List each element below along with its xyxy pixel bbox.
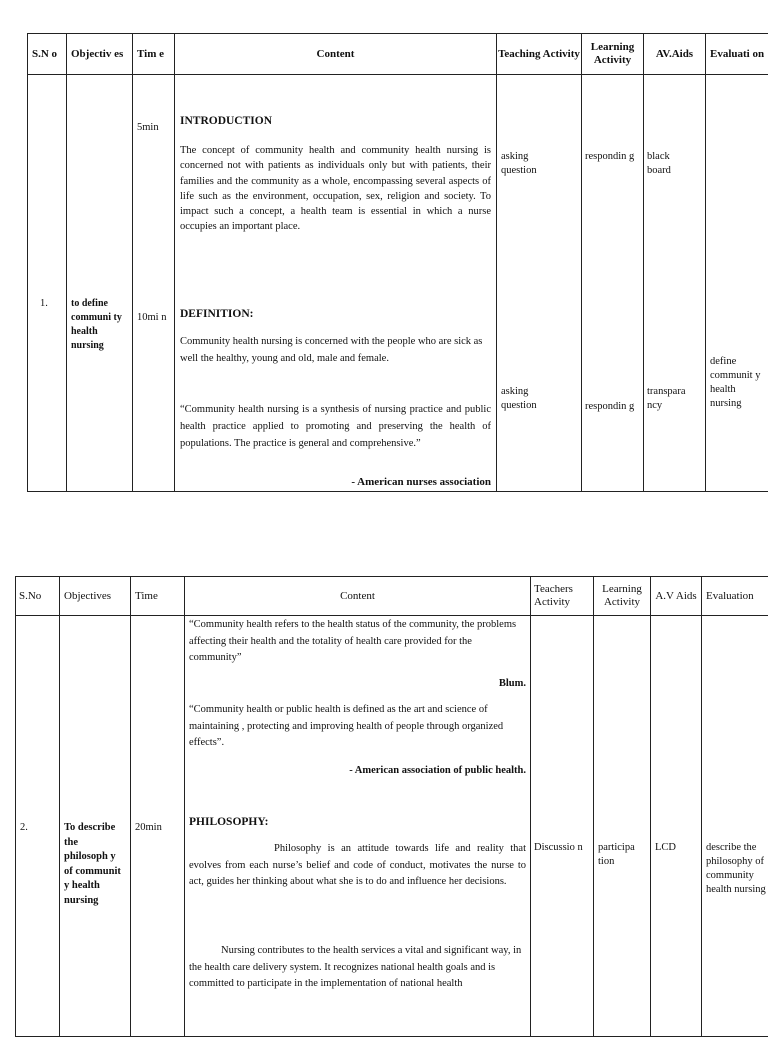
cell-teaching-activity <box>497 75 582 492</box>
lesson-plan-table-1 <box>27 33 768 492</box>
cell-sno <box>28 75 67 492</box>
table-header-row <box>28 34 768 75</box>
header-sno: S.No <box>16 577 60 616</box>
table-header-row <box>16 577 768 616</box>
cell-sno <box>16 616 60 1037</box>
evaluation-text: describe the philosophy of community health nursing <box>706 841 768 897</box>
header-teachers-activity: Teachers Activity <box>531 577 594 616</box>
lesson-plan-table-2 <box>15 576 768 1037</box>
header-av-aids: A.V Aids <box>651 577 702 616</box>
cell-evaluation <box>702 616 768 1037</box>
cell-objective <box>67 75 133 492</box>
nursing-contribution-text: Nursing contributes to the health services a vital and significant way, in the health care delivery system. It recognizes national health goals and is committed to participate in the implementation of national health <box>189 943 526 993</box>
community-health-quote: “Community health refers to the health status of the community, the problems affecting their health and the totality of health care provided for the community” <box>189 617 525 667</box>
header-evaluation: Evaluati on <box>706 34 768 75</box>
cell-evaluation <box>706 75 768 492</box>
header-av-aids: AV.Aids <box>644 34 706 75</box>
av-aids-text: LCD <box>655 841 699 855</box>
row-number: 1. <box>40 297 48 311</box>
table-row <box>28 75 768 492</box>
teachers-activity-text: Discussio n <box>534 841 589 855</box>
learning-activity-1: respondin g <box>585 150 641 164</box>
learning-activity-2: respondin g <box>585 400 641 414</box>
av-aid-2: transpara ncy <box>647 385 703 413</box>
time-definition: 10mi n <box>137 311 169 325</box>
teaching-activity-1: asking question <box>501 150 561 178</box>
quote-source-blum: Blum. <box>189 677 526 691</box>
header-objectives: Objectiv es <box>67 34 133 75</box>
public-health-quote: “Community health or public health is defined as the art and science of maintaining , protecting and improving health of people through organized effects”. <box>189 702 525 752</box>
header-content: Content <box>175 34 497 75</box>
av-aid-1: black board <box>647 150 693 178</box>
cell-learning-activity <box>582 75 644 492</box>
quote-source: - American nurses association <box>180 475 491 489</box>
header-objectives: Objectives <box>60 577 131 616</box>
header-content: Content <box>185 577 531 616</box>
cell-content <box>185 616 531 1037</box>
philosophy-text: Philosophy is an attitude towards life and reality that evolves from each nurse’s belief and code of conduct, motivates the nurse to act, guides her thinking about what she is to do and influence her decisions. <box>189 841 526 891</box>
cell-content <box>175 75 497 492</box>
cell-time <box>131 616 185 1037</box>
header-time: Tim e <box>133 34 175 75</box>
introduction-heading: INTRODUCTION <box>180 114 272 128</box>
evaluation-text: define communit y health nursing <box>710 355 768 411</box>
quote-source-apha: - American association of public health. <box>189 764 526 778</box>
header-evaluation: Evaluation <box>702 577 768 616</box>
cell-time <box>133 75 175 492</box>
cell-learning-activity <box>594 616 651 1037</box>
header-time: Time <box>131 577 185 616</box>
philosophy-heading: PHILOSOPHY: <box>189 815 268 829</box>
cell-objective <box>60 616 131 1037</box>
header-teaching-activity: Teaching Activity <box>497 34 582 75</box>
header-sno: S.N o <box>28 34 67 75</box>
table-row <box>16 616 768 1037</box>
cell-teachers-activity <box>531 616 594 1037</box>
introduction-text: The concept of community health and community health nursing is concerned not with patients as individuals only but with patients, their families and the community as a whole, encompassing several aspects of life such as the environment, occupation, sex, religion and society. To impact such a concept, a health team is essential in which a nurse occupies an important place. <box>180 143 491 235</box>
time-text: 20min <box>135 821 179 835</box>
time-introduction: 5min <box>137 121 169 135</box>
teaching-activity-2: asking question <box>501 385 561 413</box>
definition-text: Community health nursing is concerned with the people who are sick as well the healthy, young and old, male and female. <box>180 333 493 367</box>
header-learning-activity: Learning Activity <box>594 577 651 616</box>
definition-quote: “Community health nursing is a synthesis of nursing practice and public health practice applied to promoting and preserving the health of populations. The practice is general and comprehensive.” <box>180 401 491 452</box>
objective-text: to define communi ty health nursing <box>71 297 125 353</box>
row-number: 2. <box>20 821 28 835</box>
definition-heading: DEFINITION: <box>180 307 253 321</box>
objective-text: To describe the philosoph y of communit y health nursing <box>64 821 122 908</box>
learning-activity-text: participa tion <box>598 841 648 869</box>
cell-av-aids <box>644 75 706 492</box>
header-learning-activity: Learning Activity <box>582 34 644 75</box>
cell-av-aids <box>651 616 702 1037</box>
